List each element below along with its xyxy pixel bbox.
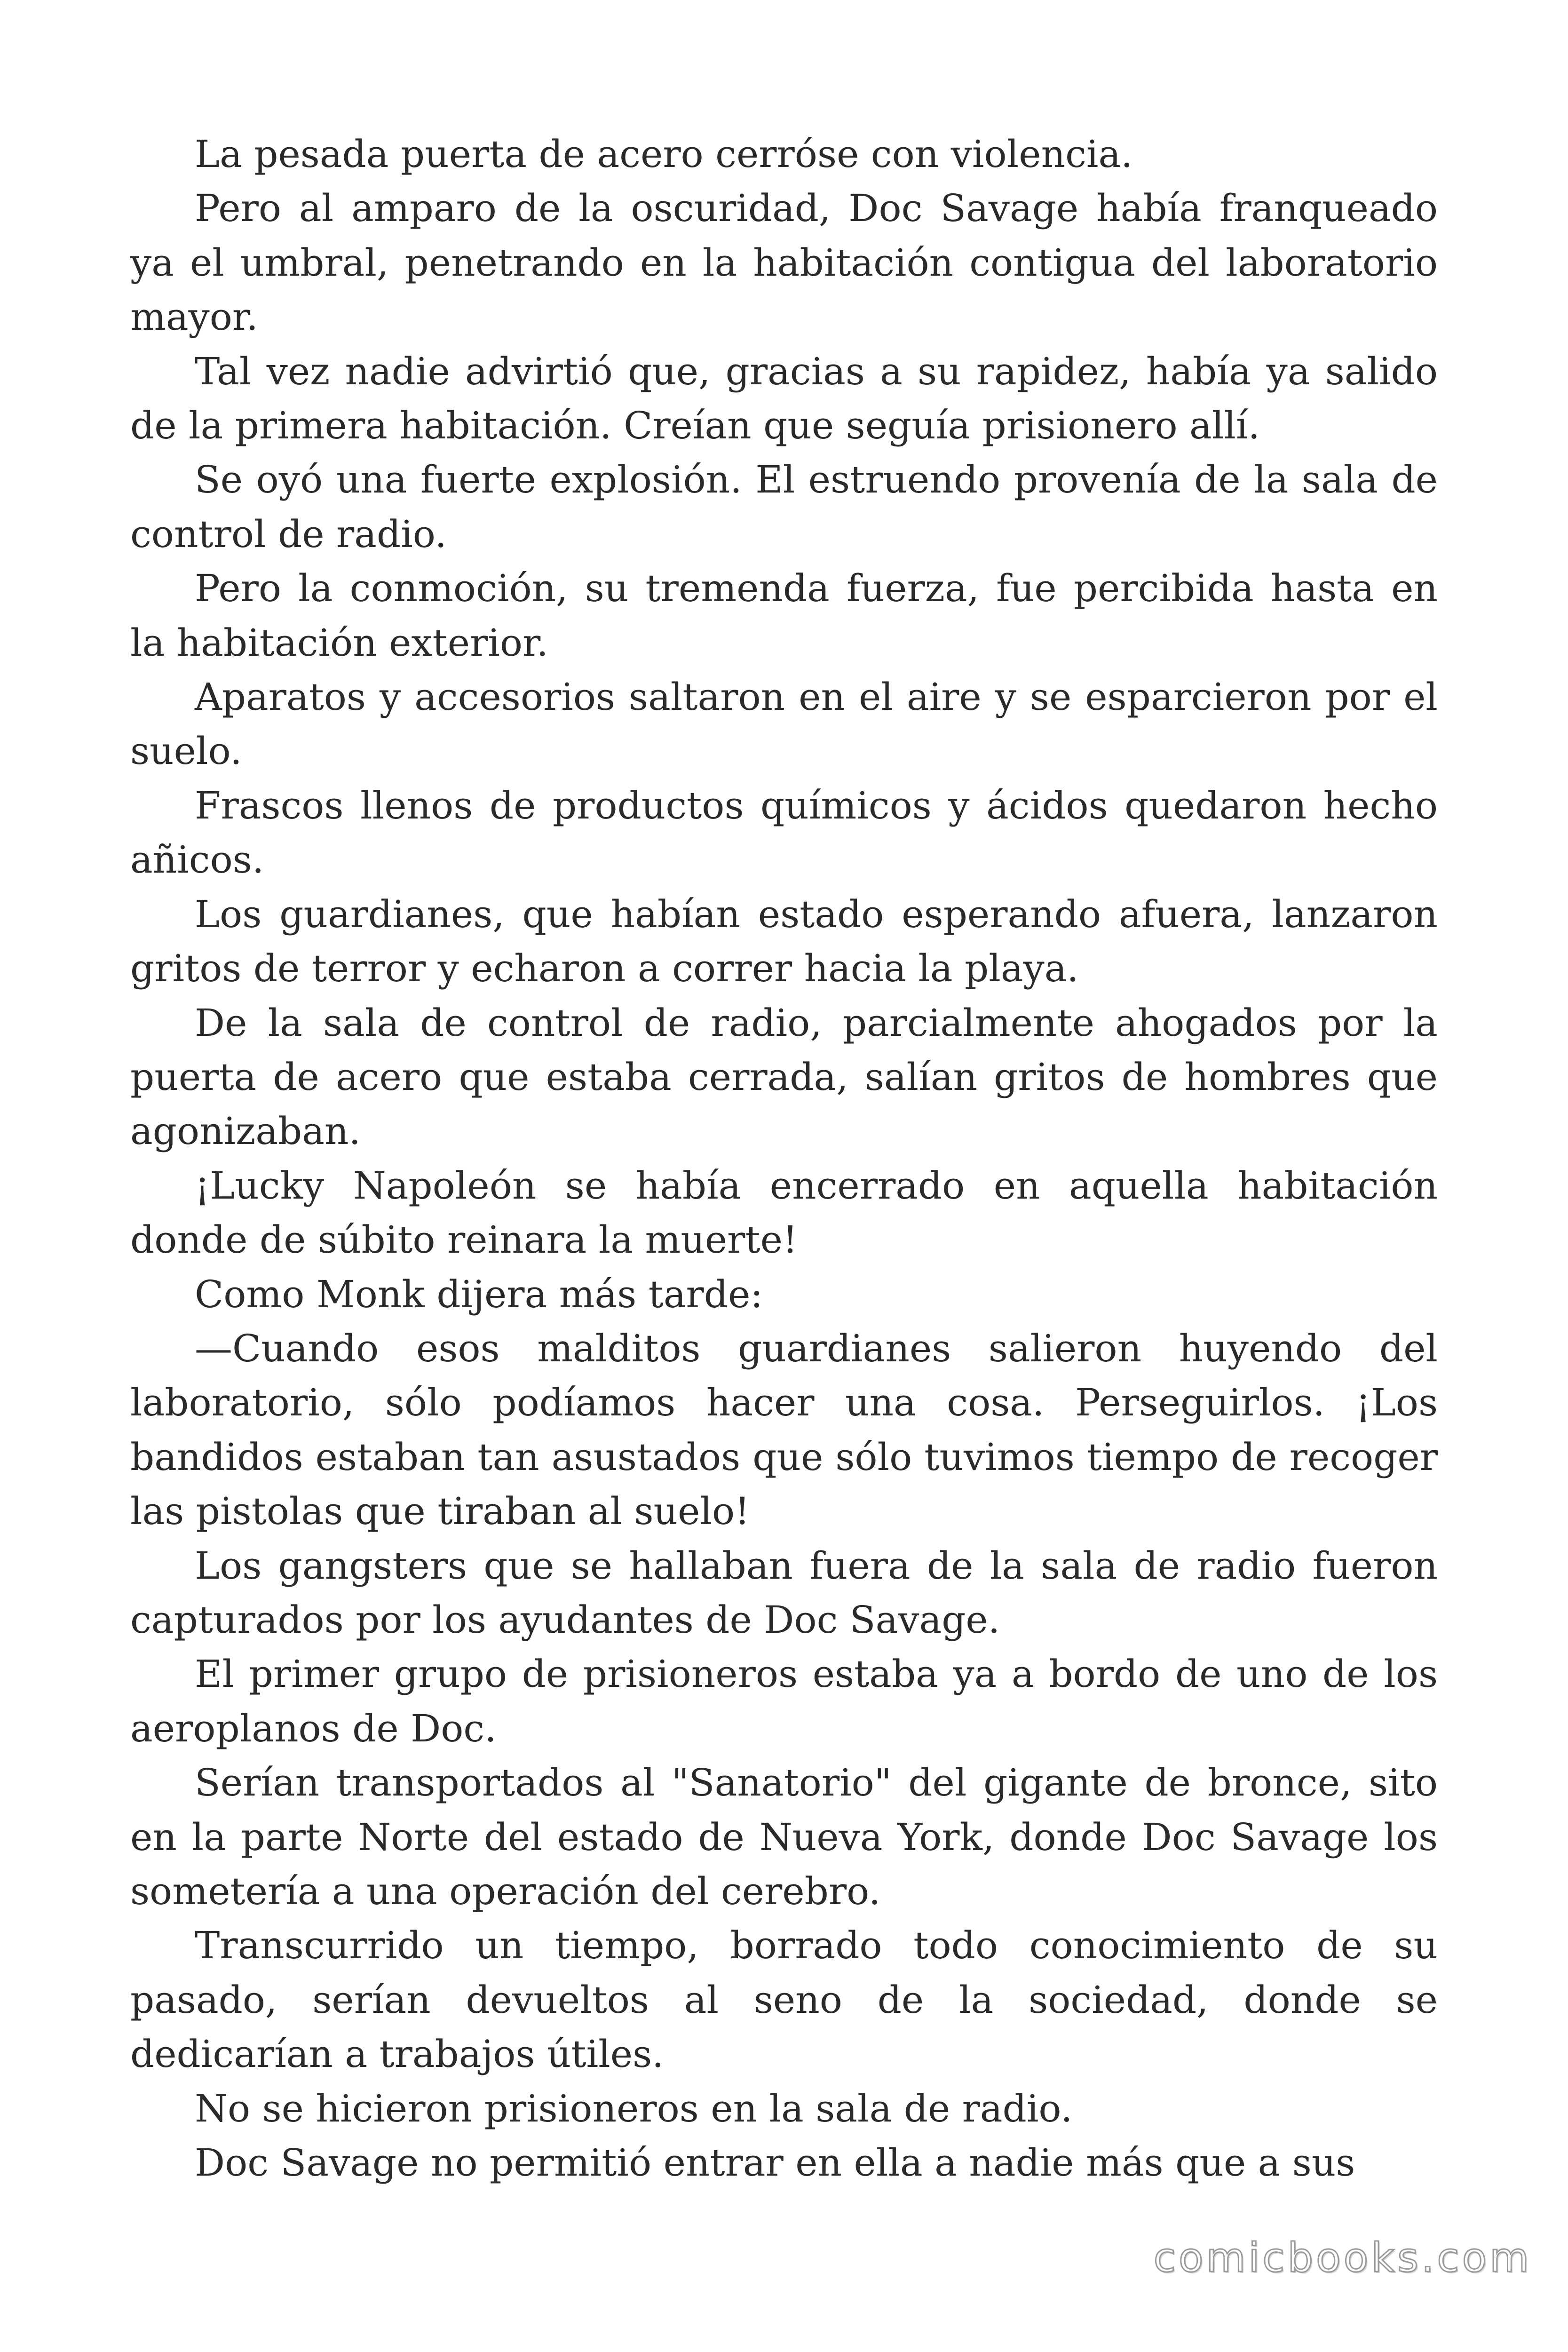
paragraph: De la sala de control de radio, parcialmente ahogados por la puerta de acero que estaba cerrada, salían gritos de hombres que agonizaban. bbox=[130, 1001, 1438, 1153]
paragraph: Los gangsters que se hallaban fuera de la sala de radio fueron capturados por los ayudantes de Doc Savage. bbox=[130, 1543, 1438, 1642]
paragraph: No se hicieron prisioneros en la sala de radio. bbox=[195, 2086, 1073, 2130]
paragraph: El primer grupo de prisioneros estaba ya a bordo de uno de los aeroplanos de Doc. bbox=[130, 1652, 1438, 1750]
paragraph: Frascos llenos de productos químicos y ácidos quedaron hecho añicos. bbox=[130, 783, 1438, 882]
watermark: comicbooks.com bbox=[1153, 2234, 1532, 2281]
paragraph: ¡Lucky Napoleón se había encerrado en aquella habitación donde de súbito reinara la muerte! bbox=[130, 1163, 1438, 1262]
page-text-body bbox=[130, 127, 1438, 2190]
paragraph: Doc Savage no permitió entrar en ella a nadie más que a sus bbox=[195, 2141, 1355, 2185]
paragraph: Como Monk dijera más tarde: bbox=[195, 1272, 763, 1316]
paragraph: —Cuando esos malditos guardianes salieron huyendo del laboratorio, sólo podíamos hacer una cosa. Perseguirlos. ¡Los bandidos estaban tan asustados que sólo tuvimos tiempo de recoger las pistolas que tiraban al suelo! bbox=[130, 1326, 1438, 1534]
paragraph: Pero al amparo de la oscuridad, Doc Savage había franqueado ya el umbral, penetrando en la habitación contigua del laboratorio mayor. bbox=[130, 186, 1438, 339]
paragraph: Los guardianes, que habían estado esperando afuera, lanzaron gritos de terror y echaron a correr hacia la playa. bbox=[130, 892, 1438, 991]
paragraph: Tal vez nadie advirtió que, gracias a su rapidez, había ya salido de la primera habitación. Creían que seguía prisionero allí. bbox=[130, 349, 1438, 448]
paragraph: La pesada puerta de acero cerróse con violencia. bbox=[195, 132, 1133, 176]
paragraph: Serían transportados al "Sanatorio" del gigante de bronce, sito en la parte Norte del estado de Nueva York, donde Doc Savage los sometería a una operación del cerebro. bbox=[130, 1761, 1438, 1913]
paragraph: Pero la conmoción, su tremenda fuerza, fue percibida hasta en la habitación exterior. bbox=[130, 566, 1438, 665]
paragraph: Transcurrido un tiempo, borrado todo conocimiento de su pasado, serían devueltos al seno de la sociedad, donde se dedicarían a trabajos útiles. bbox=[130, 1923, 1438, 2076]
paragraph: Aparatos y accesorios saltaron en el aire y se esparcieron por el suelo. bbox=[130, 675, 1438, 773]
paragraph: Se oyó una fuerte explosión. El estruendo provenía de la sala de control de radio. bbox=[130, 458, 1438, 556]
